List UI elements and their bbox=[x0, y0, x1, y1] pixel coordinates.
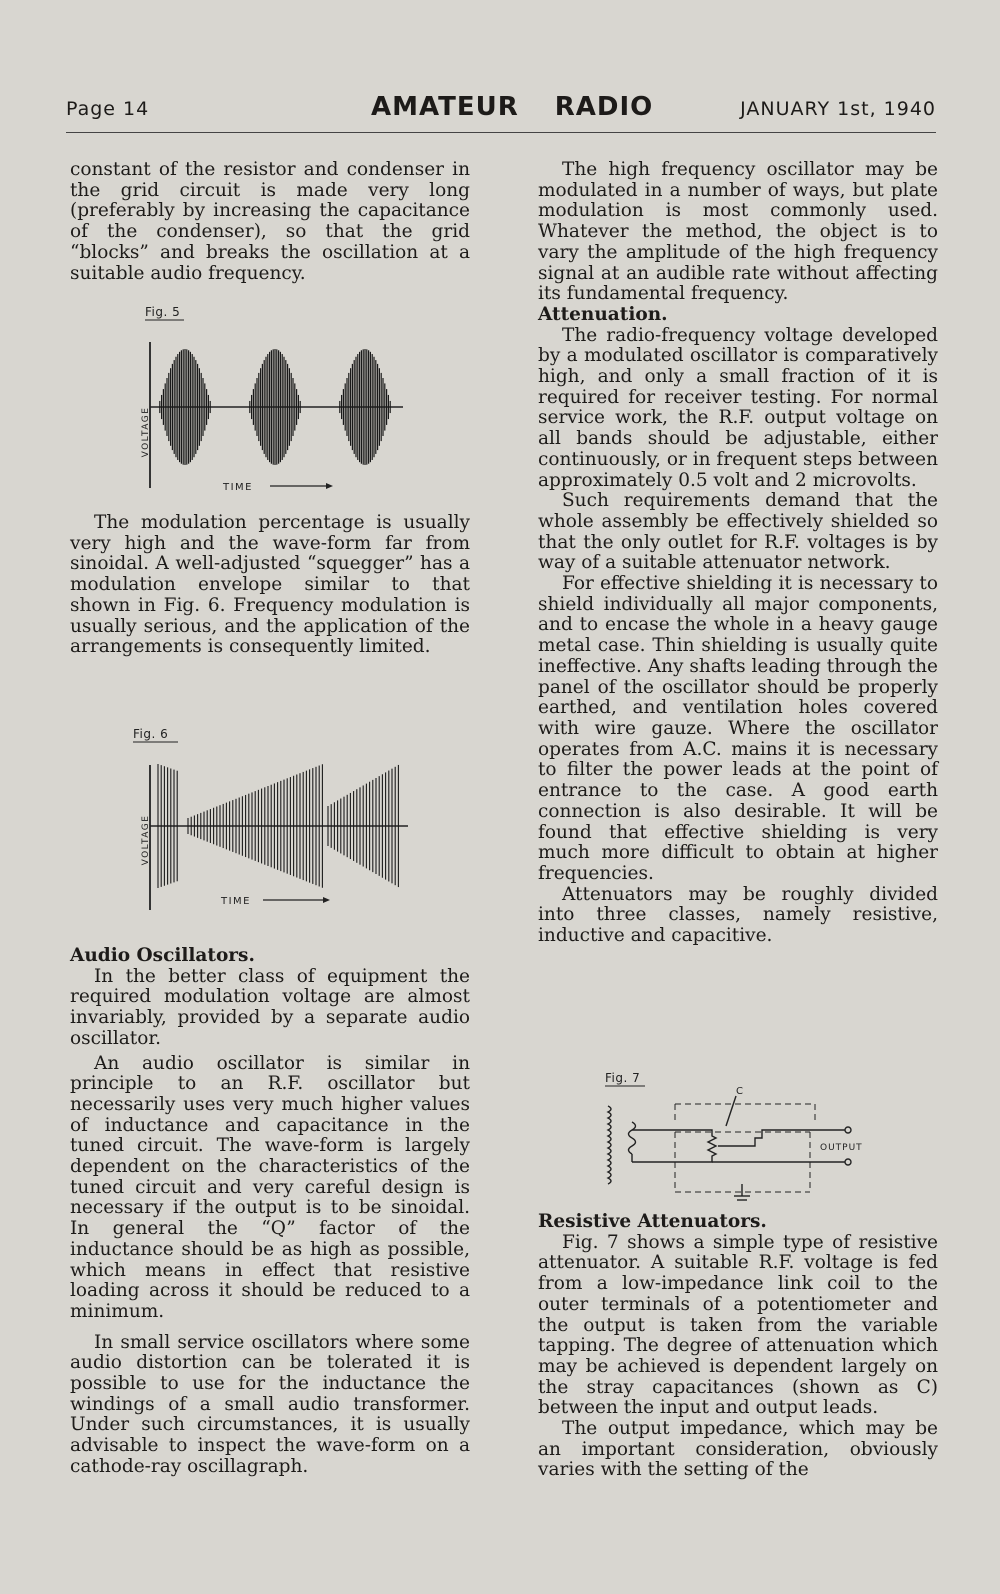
paragraph: Fig. 7 shows a simple type of resistive attenuator. A suitable R.F. voltage is fed from a low-impedance link coil to the outer terminals of a potentiometer and the output is taken from the variable tapping. The degree of attenuation which may be achieved is dependent largely on the stray capacitances (shown as C) between the input and output leads. bbox=[538, 1231, 938, 1419]
paragraph: Attenuators may be roughly divided into three classes, namely resistive, inductive and capacitive. bbox=[538, 883, 938, 947]
left-column-audio bbox=[70, 946, 470, 1478]
figure-6 bbox=[128, 720, 418, 925]
paragraph: In small service oscillators where some audio distortion can be tolerated it is possible to use for the inductance the windings of a small audio transformer. Under such circumstances, it is usually advisable to inspect the wave-form on a cathode-ray oscillagraph. bbox=[70, 1331, 470, 1477]
figure-label: Fig. 7 bbox=[605, 1071, 641, 1085]
paragraph: For effective shielding it is necessary to shield individually all major components, and to encase the whole in a heavy gauge metal case. Thin shielding is usually quite ineffective. Any shafts leading through the panel of the oscillator should be properly earthed, and ventilation holes covered with wire gauze. Where the oscillator operates from A.C. mains it is necessary to filter the power leads at the point of entrance to the case. A good earth connection is also desirable. It will be found that effective shielding is very much more difficult to obtain at higher frequencies. bbox=[538, 573, 938, 884]
right-column-resistive bbox=[538, 1212, 938, 1481]
waveform-bursts bbox=[160, 349, 390, 465]
figure-5-waveform bbox=[128, 302, 418, 502]
paragraph: In the better class of equipment the required modulation voltage are almost invariably, provided by a separate audio oscillator. bbox=[70, 965, 470, 1049]
figure-7 bbox=[600, 1066, 890, 1206]
magazine-title: AMATEUR RADIO bbox=[371, 92, 654, 122]
paragraph: The high frequency oscillator may be modulated in a number of ways, but plate modulation is most commonly used. Whatever the method, the object is to vary the amplitude of the high frequency signal at an audible rate without affecting its fundamental frequency. bbox=[538, 159, 938, 305]
paragraph: Such requirements demand that the whole assembly be effectively shielded so that the only outlet for R.F. voltages is by way of a suitable attenuator network. bbox=[538, 490, 938, 574]
left-column-mid bbox=[70, 513, 470, 658]
paragraph: The modulation percentage is usually very high and the wave-form far from sinoidal. A well-adjusted “squegger” has a modulation envelope similar to that shown in Fig. 6. Frequency modulation is usually serious, and the application of the arrangements is consequently limited. bbox=[70, 512, 470, 658]
section-heading: Attenuation. bbox=[538, 303, 668, 325]
paragraph: The radio-frequency voltage developed by a modulated oscillator is comparatively high, and only a small fraction of it is required for receiver testing. For normal service work, the R.F. output voltage on all bands should be adjustable, either continuously, or in frequent steps between approximately 0.5 volt and 2 microvolts. bbox=[538, 324, 938, 491]
issue-date: JANUARY 1st, 1940 bbox=[740, 98, 936, 120]
right-column-text bbox=[538, 160, 938, 947]
page-header bbox=[66, 92, 936, 133]
paragraph: The output impedance, which may be an important consideration, obviously varies with the setting of the bbox=[538, 1418, 938, 1481]
link-coil-icon bbox=[608, 1106, 636, 1184]
output-label: OUTPUT bbox=[820, 1143, 863, 1153]
paragraph: constant of the resistor and condenser in the grid circuit is made very long (preferably by increasing the capacitance of the condenser), so that the grid “blocks” and breaks the oscillation at a suitable audio frequency. bbox=[70, 159, 470, 284]
figure-6-waveform bbox=[128, 720, 418, 925]
section-heading: Audio Oscillators. bbox=[70, 945, 255, 966]
figure-label: Fig. 5 bbox=[145, 305, 181, 319]
paragraph: An audio oscillator is similar in principle to an R.F. oscillator but necessarily uses very much higher values of inductance and capacitance in the tuned circuit. The wave-form is largely dependent on the characteristics of the tuned circuit and very careful design is necessary if the output is to be sinoidal. In general the “Q” factor of the inductance should be as high as possible, which means in effect that resistive loading across it should be reduced to a minimum. bbox=[70, 1052, 470, 1322]
y-axis-label: VOLTAGE bbox=[141, 814, 151, 866]
page-number: Page 14 bbox=[66, 98, 150, 120]
section-heading: Resistive Attenuators. bbox=[538, 1211, 767, 1232]
capacitance-label: C bbox=[736, 1086, 743, 1097]
x-axis-label: TIME bbox=[221, 896, 252, 907]
x-axis-label: TIME bbox=[223, 482, 254, 493]
left-column-intro bbox=[70, 160, 470, 284]
figure-7-circuit bbox=[600, 1066, 890, 1206]
figure-5 bbox=[128, 302, 418, 502]
y-axis-label: VOLTAGE bbox=[141, 406, 151, 458]
figure-label: Fig. 6 bbox=[133, 727, 169, 741]
